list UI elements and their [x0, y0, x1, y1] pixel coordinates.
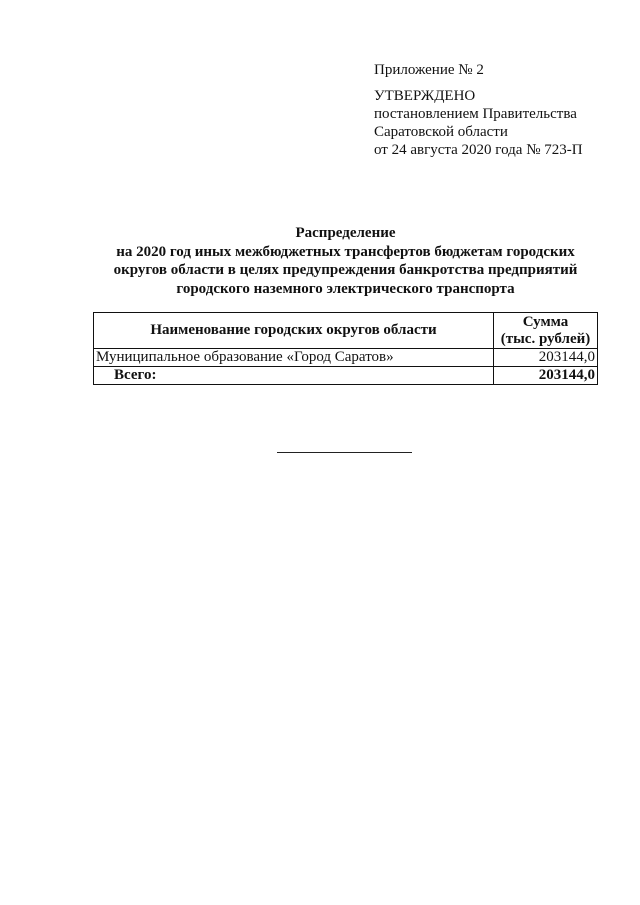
- appendix-label: Приложение № 2: [374, 62, 484, 78]
- title-line: Распределение: [295, 225, 396, 241]
- column-header-sum: [494, 313, 598, 349]
- column-header-sum-title: Сумма: [522, 313, 569, 330]
- approval-date-line: от 24 августа 2020 года № 723-П: [374, 142, 583, 158]
- title-line: на 2020 год иных межбюджетных трансфертов бюджетам городских: [116, 243, 575, 260]
- document-title: [94, 224, 597, 298]
- table-header-row: [94, 313, 598, 349]
- total-sum-cell: 203144,0: [494, 367, 598, 385]
- column-header-name: Наименование городских округов области: [94, 313, 494, 349]
- title-line: округов области в целях предупреждения банкротства предприятий: [113, 262, 578, 278]
- row-sum-cell: 203144,0: [494, 349, 598, 367]
- total-label-cell: Всего:: [94, 367, 494, 385]
- table-total-row: [94, 367, 598, 385]
- table-row: [94, 349, 598, 367]
- row-name-cell: Муниципальное образование «Город Саратов»: [94, 349, 494, 367]
- end-separator-line: [277, 452, 412, 453]
- title-line: городского наземного электрического транспорта: [176, 280, 515, 297]
- approval-region-line: Саратовской области: [374, 124, 508, 140]
- approval-block: [374, 87, 583, 159]
- distribution-table: [93, 312, 598, 385]
- approval-stamp: УТВЕРЖДЕНО: [374, 88, 476, 104]
- column-header-sum-unit: (тыс. рублей): [500, 330, 591, 347]
- approval-by-line: постановлением Правительства: [374, 106, 577, 122]
